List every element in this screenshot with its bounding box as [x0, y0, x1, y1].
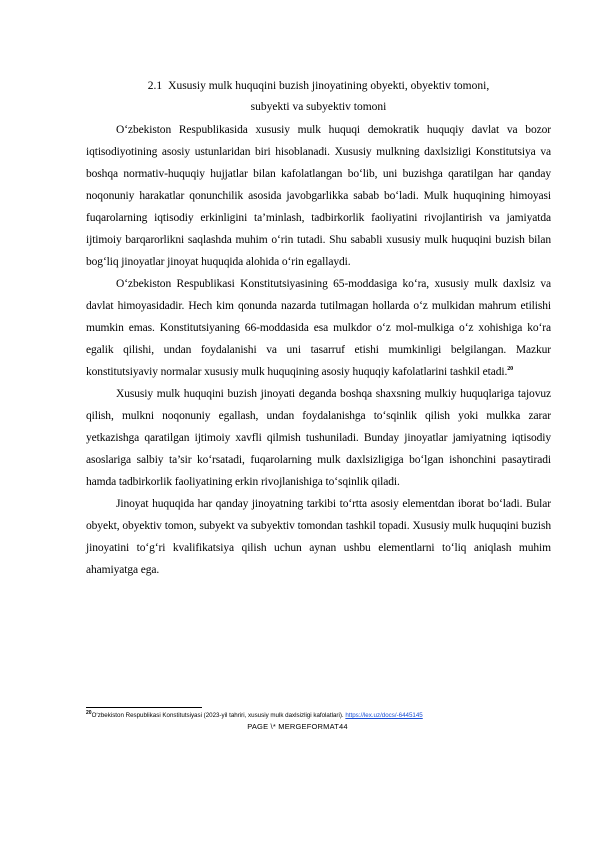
paragraph-4: Jinoyat huquqida har qanday jinoyatning tarkibi to‘rtta asosiy elementdan iborat bo‘ladi. Bular obyekt, obyektiv tomon, subyekt va subyektiv tomondan tashkil topadi. Xususiy mulk huquqini buzish jinoyatini to‘g‘ri kvalifikatsiya qilish uchun aynan ushbu elementlarni to‘liq aniqlash muhim ahamiyatga ega.: [86, 498, 551, 576]
footnote-reference[interactable]: 20: [507, 366, 514, 373]
page-number-field: PAGE \* MERGEFORMAT44: [247, 722, 348, 731]
footnote-separator: [86, 707, 202, 708]
footnote-number: 20: [86, 709, 92, 716]
section-heading-line-1: [86, 76, 551, 97]
paragraph-3: Xususiy mulk huquqini buzish jinoyati deganda boshqa shaxsning mulkiy huquqlariga tajovuz qilish, mulkni noqonuniy egallash, undan foydalanishga to‘sqinlik qilish yoki mulkka zarar yetkazishga qaratilgan ijtimoiy xavfli qilmish tushuniladi. Bunday jinoyatlar jamiyatning iqtisodiy asoslariga salbiy ta’sir ko‘rsatadi, fuqarolarning mulk daxlsizligiga bo‘lgan ishonchini pasaytiradi hamda tadbirkorlik faoliyatining erkin rivojlanishiga to‘sqinlik qiladi.: [86, 388, 551, 488]
footnote: [86, 711, 556, 720]
section-heading: [86, 76, 551, 118]
footnote-link[interactable]: https://lex.uz/docs/-6445145: [345, 712, 423, 719]
paragraph-2-text: O‘zbekiston Respublikasi Konstitutsiyasining 65-moddasiga ko‘ra, xususiy mulk daxlsiz va davlat himoyasidadir. Hech kim qonunda nazarda tutilmagan hollarda o‘z mulkidan mahrum etilishi mumkin emas. Konstitutsiyaning 66-moddasida esa mulkdor o‘z mol-mulkiga o‘z xohishiga ko‘ra egalik qilishi, undan foydalanishi va uni tasarruf etishi mumkinligi belgilangan. Mazkur konstitutsiyaviy normalar xususiy mulk huquqining asosiy huquqiy kafolatlarini tashkil etadi.: [86, 278, 551, 378]
paragraph-2: [86, 273, 551, 383]
body-text: [86, 119, 551, 581]
paragraph-1: O‘zbekiston Respublikasida xususiy mulk huquqi demokratik huquqiy davlat va bozor iqtisodiyotining asosiy ustunlaridan biri hisoblanadi. Xususiy mulkning daxlsizligi Konstitutsiya va boshqa normativ-huquqiy hujjatlar bilan kafolatlangan bo‘lib, uni buzishga qaratilgan har qanday noqonuniy harakatlar qonunchilik asosida javobgarlikka sabab bo‘ladi. Mulk huquqining himoyasi fuqarolarning iqtisodiy erkinligini ta’minlash, tadbirkorlik faoliyatini rivojlantirish va jamiyatda ijtimoiy barqarorlikni saqlashda muhim o‘rin tutadi. Shu sababli xususiy mulk huquqini buzish bilan bog‘liq jinoyatlar jinoyat huquqida alohida o‘rin egallaydi.: [86, 124, 551, 268]
section-number: 2.1: [147, 80, 163, 92]
section-title-line-1: Xususiy mulk huquqini buzish jinoyatining obyekti, obyektiv tomoni,: [168, 80, 490, 92]
section-title-line-2: subyekti va subyektiv tomoni: [250, 101, 387, 113]
footnote-text: O‘zbekiston Respublikasi Konstitutsiyasi (2023-yil tahriri, xususiy mulk daxlsizligi kafolatlari).: [91, 712, 346, 719]
